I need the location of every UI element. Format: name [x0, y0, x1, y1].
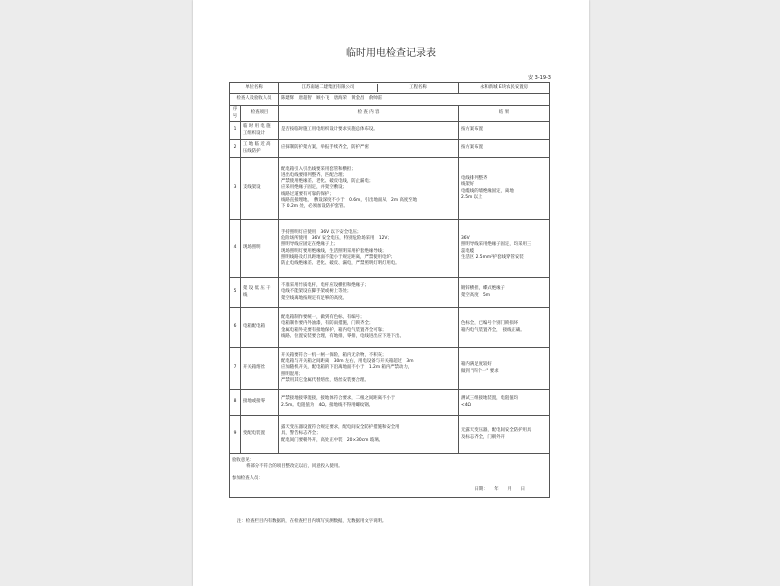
row-result — [459, 158, 550, 220]
result-line: 按方案布置 — [461, 127, 483, 133]
content-line: 具，警告标志齐全； — [281, 431, 321, 437]
row-result — [459, 390, 550, 416]
content-line: 应采用绝缘子固定，并架空敷设； — [281, 185, 347, 191]
result-line: 电线排列整齐 — [461, 176, 488, 182]
content-line: 线路、位置安装要合理，有地排，零排，电线进出应下进下出。 — [281, 333, 404, 339]
row-result — [459, 122, 550, 140]
content-line: 架空线离地按规定有足够的高度。 — [281, 295, 347, 301]
table-row — [230, 348, 550, 390]
inspection-table — [229, 82, 550, 498]
content-line: 手持照明灯应使用 36V 以下安全电压； — [281, 230, 362, 236]
content-line: 金属电箱外壳要有接地保护，箱内电气装置齐全可靠； — [281, 327, 387, 333]
content-line: 严禁用其它金属代替熔丝，熔丝安装要合理。 — [281, 377, 369, 383]
result-line: 电缆线的墙绝缘固定，离地 — [461, 188, 514, 194]
content-line: 电箱制作要内外油漆，有防雨措施，门锁齐全； — [281, 321, 374, 327]
table-row — [230, 122, 550, 140]
content-line: 防止电线绝缘差、老化、破皮、漏电，严禁照明灯明灯用电。 — [281, 260, 400, 266]
signers-label: 参加检查人员： — [232, 475, 263, 481]
result-line: 2.5m 以上 — [461, 194, 483, 200]
row-content — [279, 308, 459, 348]
row-number: 8 — [230, 390, 241, 416]
row-number: 6 — [230, 308, 241, 348]
row-number: 7 — [230, 348, 241, 390]
table-row — [230, 390, 550, 416]
result-line: 色标全，已编号个别门锁损坏 — [461, 321, 519, 327]
row-number: 9 — [230, 416, 241, 454]
row-content — [279, 140, 459, 158]
content-line: 是否按临时施工用电组织设计要求实施总体布设。 — [281, 127, 378, 133]
row-item: 开关箱熔丝 — [241, 348, 279, 390]
row-number: 3 — [230, 158, 241, 220]
content-line: 下 0.2m 处，必须加设防护套管。 — [281, 203, 348, 209]
result-line: 镀锌横担，蝶式绝缘子 — [461, 286, 505, 292]
content-line: 开关箱要符合一机一闸一保险，箱内无杂物，不积灰； — [281, 353, 387, 359]
row-result — [459, 416, 550, 454]
inspectors-value: 陈建辉 唐超智 顾小飞 唐海荣 黄金昌 俞帅雷 — [279, 94, 550, 106]
content-line: 露天变压器设置符合规定要求，配电间安全防护措施和安全用 — [281, 425, 400, 431]
table-row — [230, 308, 550, 348]
form-code: 安 3-19-3 — [528, 75, 551, 81]
col-index-header: 序号 — [230, 106, 241, 122]
column-header-row — [230, 106, 550, 122]
result-line: 无露天变压器，配电间安全防护用具 — [461, 428, 532, 434]
row-item: 接地或接零 — [241, 390, 279, 416]
content-line: 电线不能架设在脚手架或树上等处； — [281, 289, 352, 295]
content-line: 配电间门要朝外开，高处正中装 20×30cm 玻璃。 — [281, 437, 383, 443]
unit-value: 江苏南通二建集团有限公司 — [279, 84, 377, 92]
row-content — [279, 390, 459, 416]
col-item-header: 检查项目 — [241, 106, 279, 122]
inspectors-row — [230, 94, 550, 106]
row-content — [279, 158, 459, 220]
content-line: 进出电线要排列整齐、匹配合理； — [281, 173, 347, 179]
col-content-header: 检 查 内 容 — [279, 106, 459, 122]
table-row — [230, 416, 550, 454]
content-line: 应加随机开关，配电箱的下沿离地面不小于 1.2m 箱内严禁动力， — [281, 365, 413, 371]
content-line: 严禁接地接零混接，接地体符合要求，二根之间距离不小于 — [281, 396, 396, 402]
content-line: 照明混用； — [281, 371, 303, 377]
row-item: 支线架设 — [241, 158, 279, 220]
acceptance-cell — [230, 454, 550, 498]
table-row — [230, 140, 550, 158]
document-title: 临时用电检查记录表 — [346, 48, 436, 59]
row-item: 电箱配电箱 — [241, 308, 279, 348]
result-line: 蕊电缆 — [461, 248, 475, 254]
result-line: 箱内电气装置齐全， 接线正确。 — [461, 327, 525, 333]
unit-row — [230, 83, 550, 94]
content-line: 应採制防护架方案，举报手续齐全，防护严密 — [281, 145, 369, 151]
row-content — [279, 348, 459, 390]
footnote: 注：检查栏目内有数据的，在检查栏目内填写实测数据，无数据用文字说明。 — [237, 519, 387, 524]
content-line: 线路过道要有可靠的保护； — [281, 191, 334, 197]
table-row — [230, 278, 550, 308]
row-number: 2 — [230, 140, 241, 158]
unit-inner — [279, 84, 458, 92]
result-line: 测试三组接地装置，电阻值均 — [461, 396, 519, 402]
content-line: 照明线路及灯具距地面不能小于规定距离，严禁使用电炉； — [281, 254, 396, 260]
acceptance-label: 验收意见： — [232, 458, 254, 464]
result-line: 按方案布置 — [461, 145, 483, 151]
row-result — [459, 278, 550, 308]
result-line: <4Ω — [461, 402, 471, 408]
row-item: 工 地 临 近 高 压线防护 — [241, 140, 279, 158]
row-item: 变配电装置 — [241, 416, 279, 454]
content-line: 危险场所使用 36V 安全电压，特别危险场采用 12V； — [281, 236, 392, 242]
unit-label: 单位名称 — [230, 83, 279, 94]
row-number: 1 — [230, 122, 241, 140]
col-result-header: 结 果 — [459, 106, 550, 122]
table-row — [230, 220, 550, 278]
row-item: 现场照明 — [241, 220, 279, 278]
row-content — [279, 416, 459, 454]
content-line: 配电箱制作要统一，做到有色标，有编号； — [281, 315, 365, 321]
row-result — [459, 348, 550, 390]
result-line: 36V — [461, 236, 470, 242]
result-line: 箱内满足度较好 — [461, 362, 492, 368]
content-line: 照明导线应固定在绝缘子上； — [281, 242, 339, 248]
row-item: 架 设 低 压 干 线 — [241, 278, 279, 308]
result-line: 照明导线采用绝缘子固定，均采用三 — [461, 242, 532, 248]
row-number: 4 — [230, 220, 241, 278]
content-line: 现场照明灯要用绝缘线，生活照明采用护套绝缘导线； — [281, 248, 387, 254]
row-result — [459, 308, 550, 348]
document-page — [193, 0, 589, 586]
acceptance-row — [230, 454, 550, 498]
content-line: 配电箱与开关箱之间距离 30m 左右，用电设备与开关箱超过 3m — [281, 359, 414, 365]
row-content — [279, 278, 459, 308]
row-content — [279, 220, 459, 278]
result-line: 架空高度 5m — [461, 292, 491, 298]
content-line: 线路直接埋地， 敷设深度不小于 0.6m，引出地面从 2m 高度至地 — [281, 197, 418, 203]
row-item: 临 时 用 电 施 工组织设计 — [241, 122, 279, 140]
result-line: 及标志齐全，门朝外开 — [461, 434, 505, 440]
content-line: 2.5m。电阻值为 4Ω。接地线不得用螺纹钢。 — [281, 402, 374, 408]
result-line: 生活区 2.5mm²护套线穿管安装 — [461, 254, 524, 260]
content-line: 不准采用竹质电杆，电杆应设横担和绝缘子； — [281, 283, 369, 289]
row-result — [459, 140, 550, 158]
acceptance-text: 将部分不符合的项目整改完以后，同意投入使用。 — [246, 464, 343, 470]
table-row — [230, 158, 550, 220]
project-value: 永和新城 E块农民安置房 — [459, 83, 550, 94]
inspectors-label: 检查人及验收人员 — [230, 94, 279, 106]
project-label: 工程名称 — [409, 84, 427, 90]
row-result — [459, 220, 550, 278]
content-line: 配电箱引入引出线要采用套管和横担； — [281, 167, 356, 173]
acceptance-date: 日期： 年 月 日 — [474, 486, 526, 492]
result-line: 线架好 — [461, 182, 475, 188]
row-content — [279, 122, 459, 140]
row-number: 5 — [230, 278, 241, 308]
content-line: 严禁使用绝缘差、老化、破皮电线，防止漏电； — [281, 179, 374, 185]
result-line: 做到 "四个一" 要求 — [461, 368, 499, 374]
